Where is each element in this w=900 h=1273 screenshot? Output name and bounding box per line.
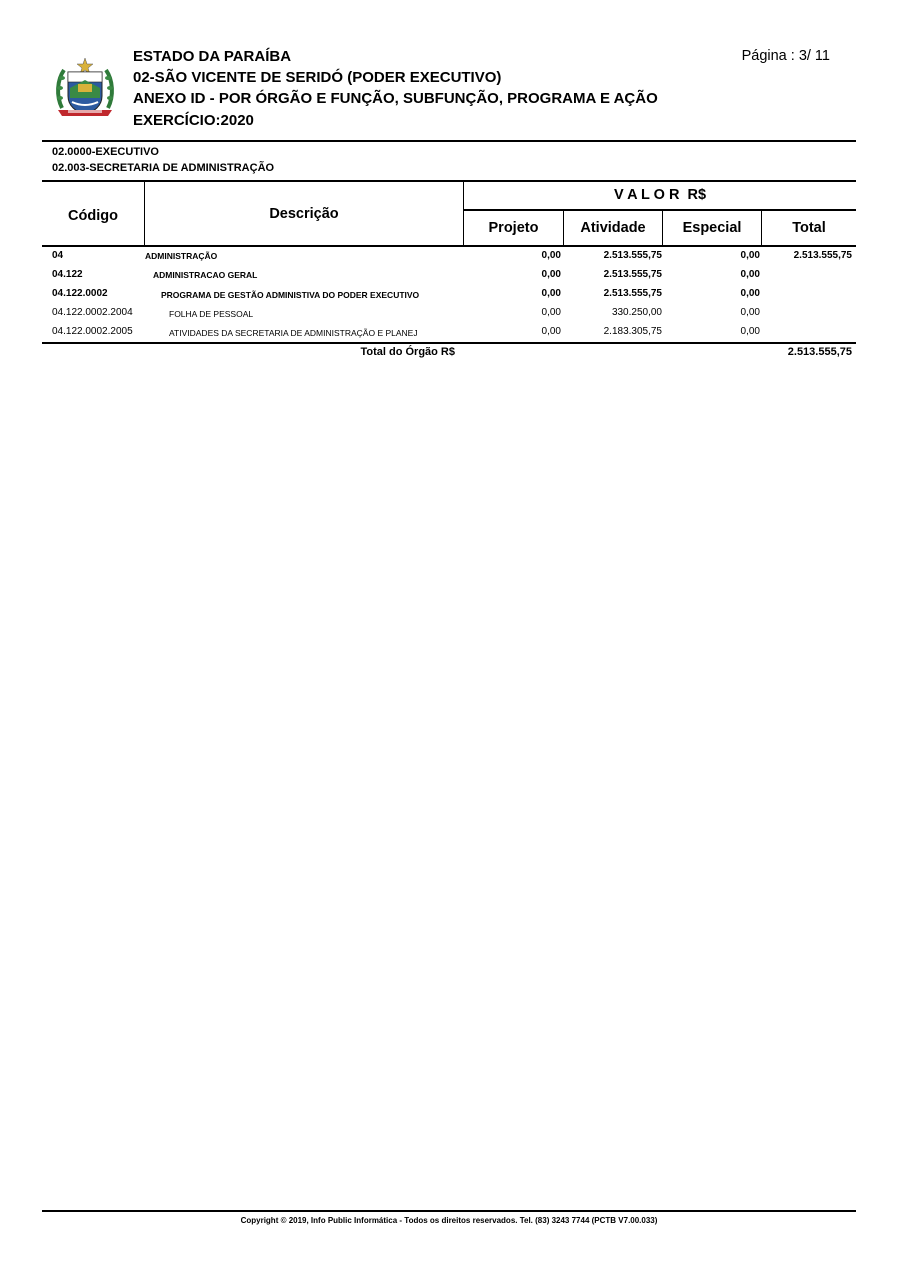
- row-atividade: 2.183.305,75: [603, 326, 662, 337]
- header-codigo: Código: [68, 208, 118, 224]
- row-descricao: ADMINISTRAÇÃO: [145, 251, 218, 261]
- row-projeto: 0,00: [541, 326, 561, 337]
- row-codigo: 04.122: [52, 269, 83, 280]
- row-descricao: PROGRAMA DE GESTÃO ADMINISTIVA DO PODER EXECUTIVO: [161, 290, 420, 300]
- row-especial: 0,00: [740, 326, 760, 337]
- row-projeto: 0,00: [541, 269, 561, 280]
- table-bottom-border: [42, 342, 856, 344]
- header-valor: V A L O R R$: [613, 187, 707, 203]
- total-value: 2.513.555,75: [787, 346, 852, 358]
- row-codigo: 04: [52, 250, 64, 261]
- row-total: 2.513.555,75: [793, 250, 852, 261]
- header-divider: [42, 140, 856, 142]
- row-codigo: 04.122.0002.2004: [52, 307, 133, 318]
- report-title: ANEXO ID - POR ÓRGÃO E FUNÇÃO, SUBFUNÇÃO, PROGRAMA E AÇÃO: [133, 90, 658, 107]
- orgao-line: 02.0000-EXECUTIVO: [52, 146, 159, 158]
- header-bottom-border: [42, 245, 856, 247]
- footer-divider: [42, 1210, 856, 1212]
- header-descricao: Descrição: [269, 206, 339, 222]
- header-especial: Especial: [682, 220, 742, 236]
- row-codigo: 04.122.0002.2005: [52, 326, 133, 337]
- header-total: Total: [792, 220, 826, 236]
- row-especial: 0,00: [740, 288, 760, 299]
- row-atividade: 330.250,00: [611, 307, 662, 318]
- row-especial: 0,00: [740, 269, 760, 280]
- entity-name: 02-SÃO VICENTE DE SERIDÓ (PODER EXECUTIVO): [133, 69, 502, 86]
- header-projeto: Projeto: [488, 220, 539, 236]
- row-projeto: 0,00: [541, 307, 561, 318]
- unidade-line: 02.003-SECRETARIA DE ADMINISTRAÇÃO: [52, 162, 275, 174]
- fiscal-year: EXERCÍCIO:2020: [133, 112, 254, 129]
- row-especial: 0,00: [740, 307, 760, 318]
- copyright-text: Copyright © 2019, Info Public Informática - Todos os direitos reservados. Tel. (83) 3243 7744 (PCTB V7.00.033): [240, 1216, 658, 1225]
- row-descricao: ATIVIDADES DA SECRETARIA DE ADMINISTRAÇÃO E PLANEJ: [169, 328, 418, 338]
- row-atividade: 2.513.555,75: [603, 269, 662, 280]
- row-atividade: 2.513.555,75: [603, 250, 662, 261]
- page-number: Página : 3/ 11: [741, 48, 830, 64]
- row-projeto: 0,00: [541, 250, 561, 261]
- state-coat-of-arms-icon: [54, 58, 116, 120]
- total-label: Total do Órgão R$: [360, 346, 455, 358]
- row-codigo: 04.122.0002: [52, 288, 108, 299]
- state-name: ESTADO DA PARAÍBA: [133, 48, 292, 65]
- row-especial: 0,00: [740, 250, 760, 261]
- row-projeto: 0,00: [541, 288, 561, 299]
- table-top-border: [42, 180, 856, 182]
- row-descricao: FOLHA DE PESSOAL: [169, 309, 254, 319]
- valor-divider: [463, 209, 856, 211]
- row-descricao: ADMINISTRACAO GERAL: [153, 270, 258, 280]
- row-atividade: 2.513.555,75: [603, 288, 662, 299]
- header-atividade: Atividade: [580, 220, 646, 236]
